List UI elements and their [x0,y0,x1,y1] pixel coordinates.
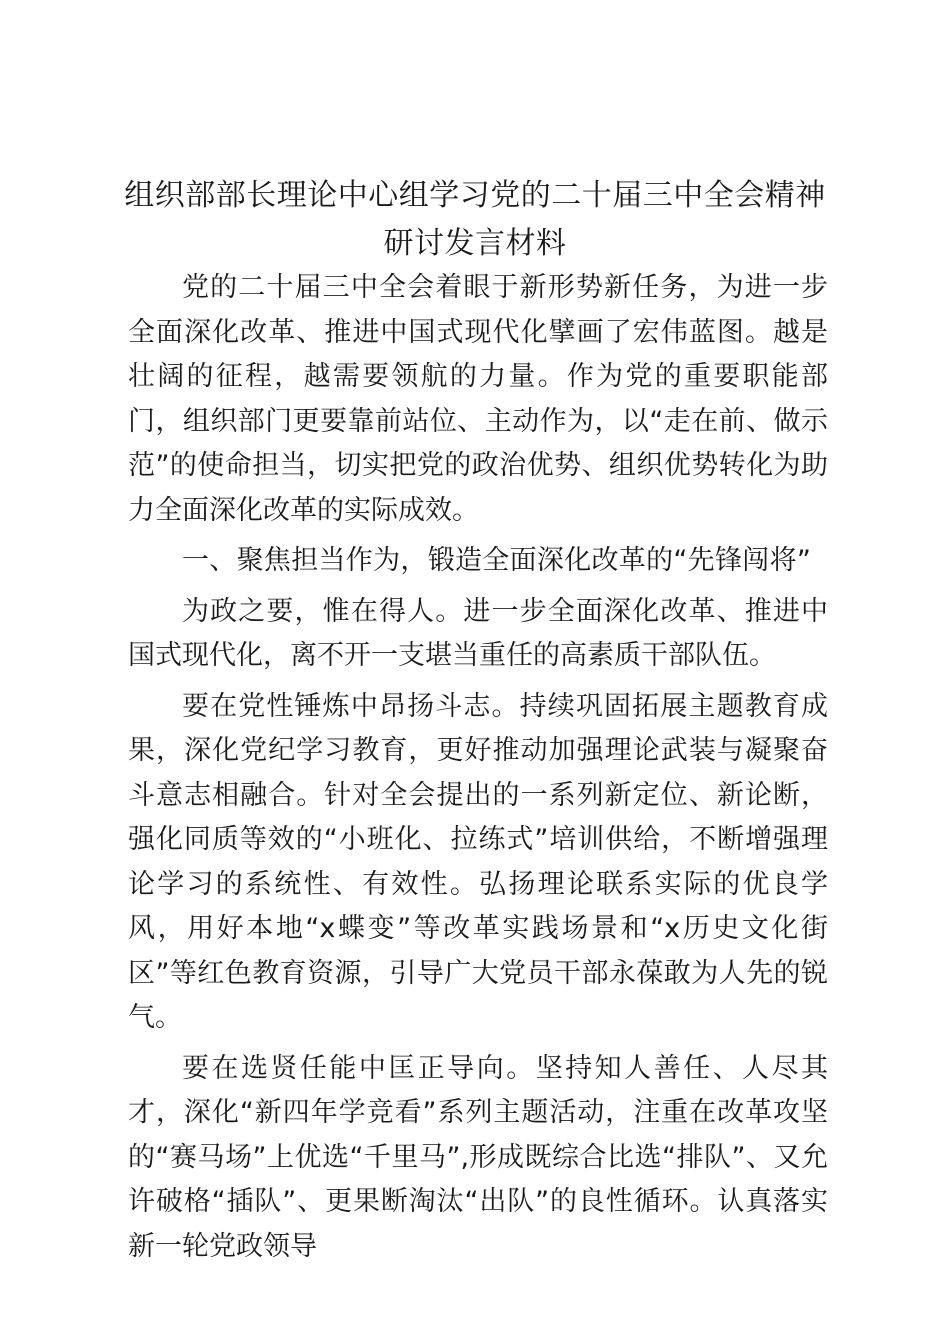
paragraph-section1-lead: 为政之要，惟在得人。进一步全面深化改革、推进中国式现代化，离不开一支堪当重任的高素质干部队伍。 [128,595,828,671]
paragraph-party-spirit: 要在党性锤炼中昂扬斗志。持续巩固拓展主题教育成果，深化党纪学习教育，更好推动加强理论武装与凝聚奋斗意志相融合。针对全会提出的一系列新定位、新论断，强化同质等效的“小班化、拉练式”培训供给，不断增强理论学习的系统性、有效性。弘扬理论联系实际的优良学风，用好本地“x蝶变”等改革实践场景和“x历史文化街区”等红色教育资源，引导广大党员干部永葆敢为人先的锐气。 [128,690,828,1033]
document-body [128,266,828,1275]
section-heading-1: 一、聚焦担当作为，锻造全面深化改革的“先锋闯将” [182,545,812,576]
paragraph-intro: 党的二十届三中全会着眼于新形势新任务，为进一步全面深化改革、推进中国式现代化擘画了宏伟蓝图。越是壮阔的征程，越需要领航的力量。作为党的重要职能部门，组织部门更要靠前站位、主动作为，以“走在前、做示范”的使命担当，切实把党的政治优势、组织优势转化为助力全面深化改革的实际成效。 [128,272,828,526]
document-title: 组织部部长理论中心组学习党的二十届三中全会精神研讨发言材料 [124,178,826,261]
paragraph-talent-selection: 要在选贤任能中匡正导向。坚持知人善任、人尽其才，深化“新四年学竞看”系列主题活动，注重在改革攻坚的“赛马场”上优选“千里马”,形成既综合比选“排队”、又允许破格“插队”、更果断淘汰“出队”的良性循环。认真落实新一轮党政领导 [128,1052,828,1262]
